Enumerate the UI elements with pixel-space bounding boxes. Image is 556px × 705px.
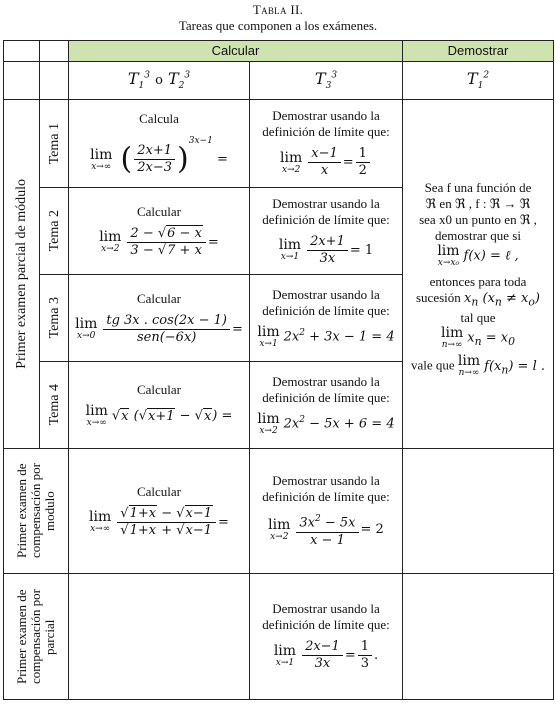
tema4-calcular-cell: Calcular lim x→∞ √x (√x+1 − √x) =: [69, 362, 250, 449]
empty-corner: [4, 41, 40, 62]
tema2-demostrar-cell: Demostrar usando la definición de límite que: lim x→1 $\frac{2x+1}{3x}$ = 1: [250, 188, 403, 275]
compmod-demostrar-cell: Demostrar usando la definición de límite que: lim x→2 $\frac{3x^2 - 5x}{x - 1}$ = 2: [250, 449, 403, 574]
tema-3-label: Tema 3: [40, 275, 69, 362]
compmod-empty-cell: [403, 449, 554, 574]
tema3-demostrar-cell: Demostrar usando la definición de límite que: lim x→1 $2x^2 + 3x - 1 = 4$: [250, 275, 403, 362]
formula-tema2-col1: lim x→2 $\frac{2 - √6 - x}{3 - √7 + x}$ =: [99, 225, 219, 258]
header-col-t33: $T_3^3$: [250, 62, 403, 100]
header-col-t12: $T_1^2$: [403, 62, 554, 100]
row-group-parcial-modulo: Primer examen parcial de módulo: [4, 100, 40, 449]
table-subtitle: Tareas que componen a los exámenes.: [178, 18, 378, 33]
formula-tema3-col2: lim x→1 $2x^2 + 3x - 1 = 4$: [257, 324, 395, 349]
tema1-demostrar-cell: Demostrar usando la definición de límite que: lim x→2 $\frac{x-1}{x}$ = $\frac{1}{2}$: [250, 100, 403, 188]
row-group-compensacion-parcial: Primer examen de compensación por parcial: [4, 574, 69, 700]
formula-compmod-col2: lim x→2 $\frac{3x^2 - 5x}{x - 1}$ = 2: [250, 511, 402, 548]
formula-tema1-col2: lim x→2 $\frac{x-1}{x}$ = $\frac{1}{2}$: [250, 146, 402, 179]
header-col-t13-t23: $T_1^3$ o $T_2^3$: [69, 62, 250, 100]
formula-compmod-col1: lim x→∞ $\frac{√1+x - √x-1}{√1+x + √x-1}$ =: [89, 505, 229, 538]
formula-tema2-col2: lim x→1 $\frac{2x+1}{3x}$ = 1: [278, 233, 374, 266]
table-title: Tabla II.: [252, 2, 304, 17]
exam-tasks-table: [3, 40, 554, 700]
table-caption: [0, 0, 556, 34]
formula-tema3-col1: lim x→0 $\frac{tg 3x . \cos(2x - 1)}{\text{sen(−6x)}}$ =: [75, 312, 243, 345]
formula-tema4-col2: lim x→2 $2x^2 - 5x + 6 = 4$: [257, 411, 395, 436]
formula-lim-xn: lim n→∞ $x_n = x_0$: [441, 325, 515, 351]
tema-4-label: Tema 4: [40, 362, 69, 449]
formula-comppar-col2: lim x→1 $\frac{2x-1}{3x}$ = $\frac{1}{3}$ .: [273, 639, 379, 671]
compmod-calcular-cell: Calcular lim x→∞ $\frac{√1+x - √x-1}{√1+x + √x-1}$ =: [69, 449, 250, 574]
formula-tema1-col1: lim x→∞ ( $\frac{2x+1}{2x-3}$ )$^{3x-1}$ =: [90, 136, 228, 177]
header-demostrar: Demostrar: [403, 41, 554, 62]
header-calcular: Calcular: [69, 41, 403, 62]
tema2-calcular-cell: Calcular lim x→2 $\frac{2 - √6 - x}{3 - √7 + x}$ =: [69, 188, 250, 275]
formula-tema4-col1: lim x→∞ √x (√x+1 − √x) =: [85, 403, 233, 428]
comppar-demostrar-cell: Demostrar usando la definición de límite que: lim x→1 $\frac{2x-1}{3x}$ = $\frac{1}{3}$ .: [250, 574, 403, 700]
demostrar-general-cell: Sea f una función de ℜ en ℜ , f : ℜ → ℜ sea x0 un punto en ℜ , demostrar que si lim x→x₀ f(x) = ℓ , entonces para toda sucesión $x_n$ $(x_n \ne x_o)$ tal que lim n→∞ $x_n = x_0$ vale que lim n→∞ $f(x_n) = l$ .: [403, 100, 554, 449]
comppar-empty-cell: [69, 574, 250, 700]
tema4-demostrar-cell: Demostrar usando la definición de límite que: lim x→2 $2x^2 - 5x + 6 = 4$: [250, 362, 403, 449]
tema3-calcular-cell: Calcular lim x→0 $\frac{tg 3x . \cos(2x - 1)}{\text{sen(−6x)}}$ =: [69, 275, 250, 362]
comppar-empty-cell-2: [403, 574, 554, 700]
tema-1-label: Tema 1: [40, 100, 69, 188]
formula-lim-fx: lim x→x₀ f(x) = ℓ ,: [437, 242, 519, 268]
tema-2-label: Tema 2: [40, 188, 69, 275]
tema1-calcular-cell: Calcula lim x→∞ ( $\frac{2x+1}{2x-3}$ )$^{3x-1}$ =: [69, 100, 250, 188]
row-group-compensacion-modulo: Primer examen de compensación por modulo: [4, 449, 69, 574]
empty-corner-2: [40, 41, 69, 62]
